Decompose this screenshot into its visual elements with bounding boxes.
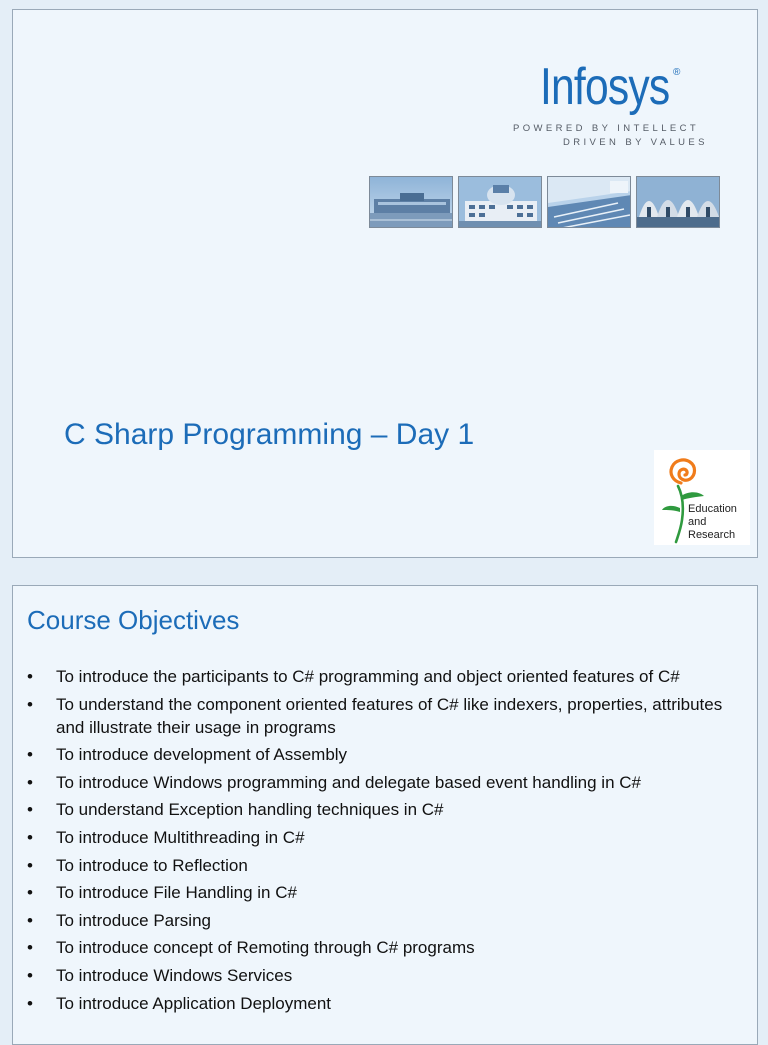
objective-text: To understand the component oriented features of C# like indexers, properties, attributes and illustrate their usage in programs xyxy=(56,694,723,737)
campus-arched-building-photo xyxy=(636,176,720,228)
objective-text: To introduce to Reflection xyxy=(56,855,248,875)
objective-text: To introduce Windows programming and delegate based event handling in C# xyxy=(56,772,641,792)
education-and-research-logo xyxy=(654,450,750,545)
bullet-marker: • xyxy=(27,772,33,792)
er-logo-line-3: Research xyxy=(688,529,736,541)
campus-dome-building-photo xyxy=(458,176,542,228)
campus-interior-photo xyxy=(547,176,631,228)
objective-item xyxy=(27,771,727,794)
bullet-marker: • xyxy=(27,800,33,820)
bullet-marker: • xyxy=(27,745,33,765)
campus-building-photo xyxy=(369,176,453,228)
objective-item xyxy=(27,909,727,932)
bullet-marker: • xyxy=(27,667,33,686)
objectives-heading: Course Objectives xyxy=(27,605,240,635)
objective-item xyxy=(27,936,727,959)
objective-item xyxy=(27,743,727,766)
bullet-marker: • xyxy=(27,993,33,1013)
bullet-marker: • xyxy=(27,694,33,714)
logo-wordmark: Infosys xyxy=(540,58,670,116)
title-slide xyxy=(12,9,758,558)
objective-text: To introduce Windows Services xyxy=(56,965,293,985)
bullet-marker: • xyxy=(27,938,33,958)
objective-item xyxy=(27,693,727,739)
bullet-marker: • xyxy=(27,883,33,903)
objective-item xyxy=(27,881,727,904)
course-objectives-slide xyxy=(12,585,758,1045)
er-logo-line-1: Education xyxy=(688,503,737,515)
objective-item xyxy=(27,854,727,877)
objective-text: To introduce Application Deployment xyxy=(56,993,331,1013)
bullet-marker: • xyxy=(27,827,33,847)
bullet-marker: • xyxy=(27,965,33,985)
objective-item xyxy=(27,964,727,987)
objective-item xyxy=(27,665,727,688)
logo-tagline-1: POWERED BY INTELLECT xyxy=(513,123,700,134)
logo-tagline-2: DRIVEN BY VALUES xyxy=(563,137,708,148)
registered-mark: ® xyxy=(673,67,681,78)
er-logo-text xyxy=(688,503,737,542)
objective-text: To introduce development of Assembly xyxy=(56,745,348,765)
objective-text: To introduce Parsing xyxy=(56,910,211,930)
objective-text: To understand Exception handling techniques in C# xyxy=(56,800,444,820)
objective-text: To introduce concept of Remoting through C# programs xyxy=(56,938,475,958)
objective-item xyxy=(27,992,727,1015)
objective-item xyxy=(27,826,727,849)
objective-text: To introduce File Handling in C# xyxy=(56,883,297,903)
objective-text: To introduce the participants to C# programming and object oriented features of C# xyxy=(56,667,680,686)
er-logo-line-2: and xyxy=(688,516,707,528)
objectives-list xyxy=(27,665,727,1019)
objective-item xyxy=(27,798,727,821)
bullet-marker: • xyxy=(27,910,33,930)
bullet-marker: • xyxy=(27,855,33,875)
slide-title: C Sharp Programming – Day 1 xyxy=(64,418,475,451)
objective-text: To introduce Multithreading in C# xyxy=(56,827,305,847)
